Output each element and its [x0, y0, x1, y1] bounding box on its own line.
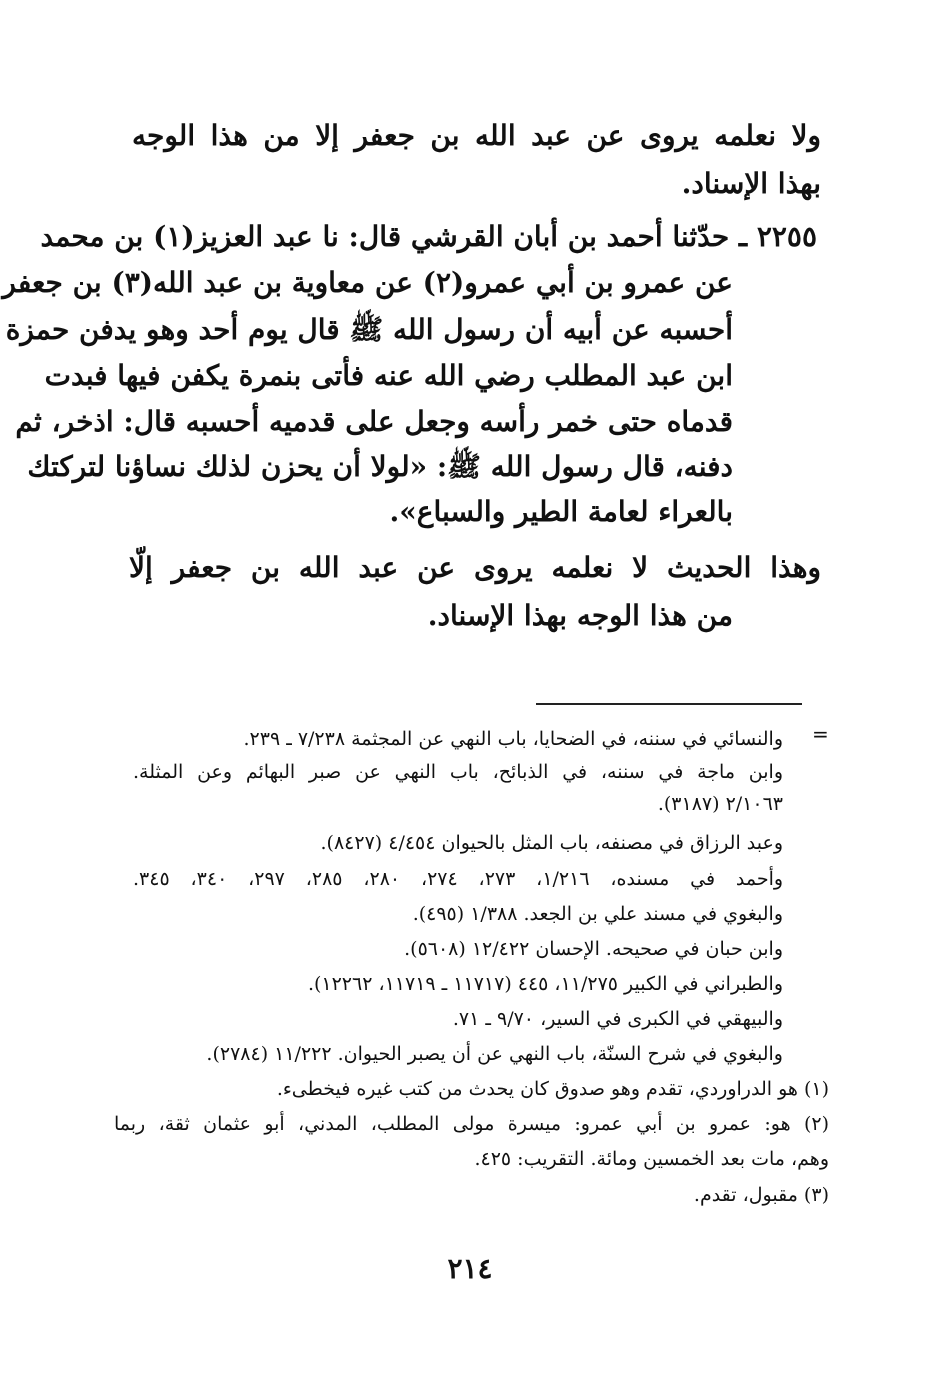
footnote-cont-line-2: وابن ماجة في سننه، في الذبائح، باب النهي عن صبر البهائم وعن المثلة. [133, 761, 783, 783]
footnote-cont-line-7: وابن حبان في صحيحه. الإحسان ١٢/٤٢٢ (٥٦٠٨). [404, 938, 783, 960]
footnote-cont-line-10: والبغوي في شرح السنّة، باب النهي عن أن يصبر الحيوان. ١١/٢٢٢ (٢٧٨٤). [206, 1043, 783, 1065]
main-p2-line-5: قدماه حتى خمر رأسه وجعل على قدميه أحسبه قال: اذخر، ثم [15, 405, 733, 438]
footnote-cont-line-4: وعبد الرزاق في مصنفه، باب المثل بالحيوان ٤/٤٥٤ (٨٤٢٧). [320, 832, 783, 854]
footnote-separator [536, 703, 802, 705]
main-p2-line-4: ابن عبد المطلب رضي الله عنه فأتى بنمرة يكفن فيها فبدت [44, 359, 733, 392]
footnote-cont-line-6: والبغوي في مسند علي بن الجعد. ١/٣٨٨ (٤٩٥). [412, 903, 783, 925]
main-p2-line-3: أحسبه عن أبيه أن رسول الله ﷺ قال يوم أحد وهو يدفن حمزة [5, 313, 733, 346]
footnote-cont-line-9: والبيهقي في الكبرى في السير، ٩/٧٠ ـ ٧١. [452, 1008, 783, 1030]
footnote-1: (١) هو الدراوردي، تقدم وهو صدوق كان يحدث من كتب غيره فيخطىء. [276, 1078, 829, 1100]
continuation-mark: = [812, 722, 829, 746]
footnote-cont-line-5: وأحمد في مسنده، ١/٢١٦، ٢٧٣، ٢٧٤، ٢٨٠، ٢٨٥، ٢٩٧، ٣٤٠، ٣٤٥. [133, 868, 784, 890]
main-p3-line-1: وهذا الحديث لا نعلمه يروى عن عبد الله بن جعفر إلّا [129, 551, 821, 584]
footnote-cont-line-8: والطبراني في الكبير ١١/٢٧٥، ٤٤٥ (١١٧١٧ ـ ١١٧١٩، ١٢٢٦٢). [307, 973, 783, 995]
main-p1-line-1: ولا نعلمه يروى عن عبد الله بن جعفر إلا من هذا الوجه [132, 119, 821, 152]
footnote-cont-line-3: ٢/١٠٦٣ (٣١٨٧). [657, 793, 783, 815]
main-p2-line-1: ٢٢٥٥ ـ حدّثنا أحمد بن أبان القرشي قال: نا عبد العزيز(١) بن محمد [40, 220, 817, 253]
footnote-2-line-1: (٢) هو: عمرو بن أبي عمرو: ميسرة مولى المطلب، المدني، أبو عثمان ثقة، ربما [114, 1113, 829, 1135]
footnote-2-line-2: وهم، مات بعد الخمسين ومائة. التقريب: ٤٢٥. [474, 1148, 829, 1170]
main-p3-line-2: من هذا الوجه بهذا الإسناد. [427, 599, 733, 632]
footnote-3: (٣) مقبول، تقدم. [693, 1184, 829, 1206]
page-number: ٢١٤ [447, 1252, 493, 1285]
footnote-cont-line-1: والنسائي في سننه، في الضحايا، باب النهي عن المجثمة ٧/٢٣٨ ـ ٢٣٩. [243, 728, 783, 750]
main-p2-line-7: بالعراء لعامة الطير والسباع». [389, 495, 733, 528]
main-p1-line-2: بهذا الإسناد. [681, 167, 821, 200]
main-p2-line-6: دفنه، قال رسول الله ﷺ: «لولا أن يحزن لذلك نساؤنا لتركتك [27, 450, 733, 483]
main-p2-line-2: عن عمرو بن أبي عمرو(٢) عن معاوية بن عبد الله(٣) بن جعفر [2, 266, 733, 299]
